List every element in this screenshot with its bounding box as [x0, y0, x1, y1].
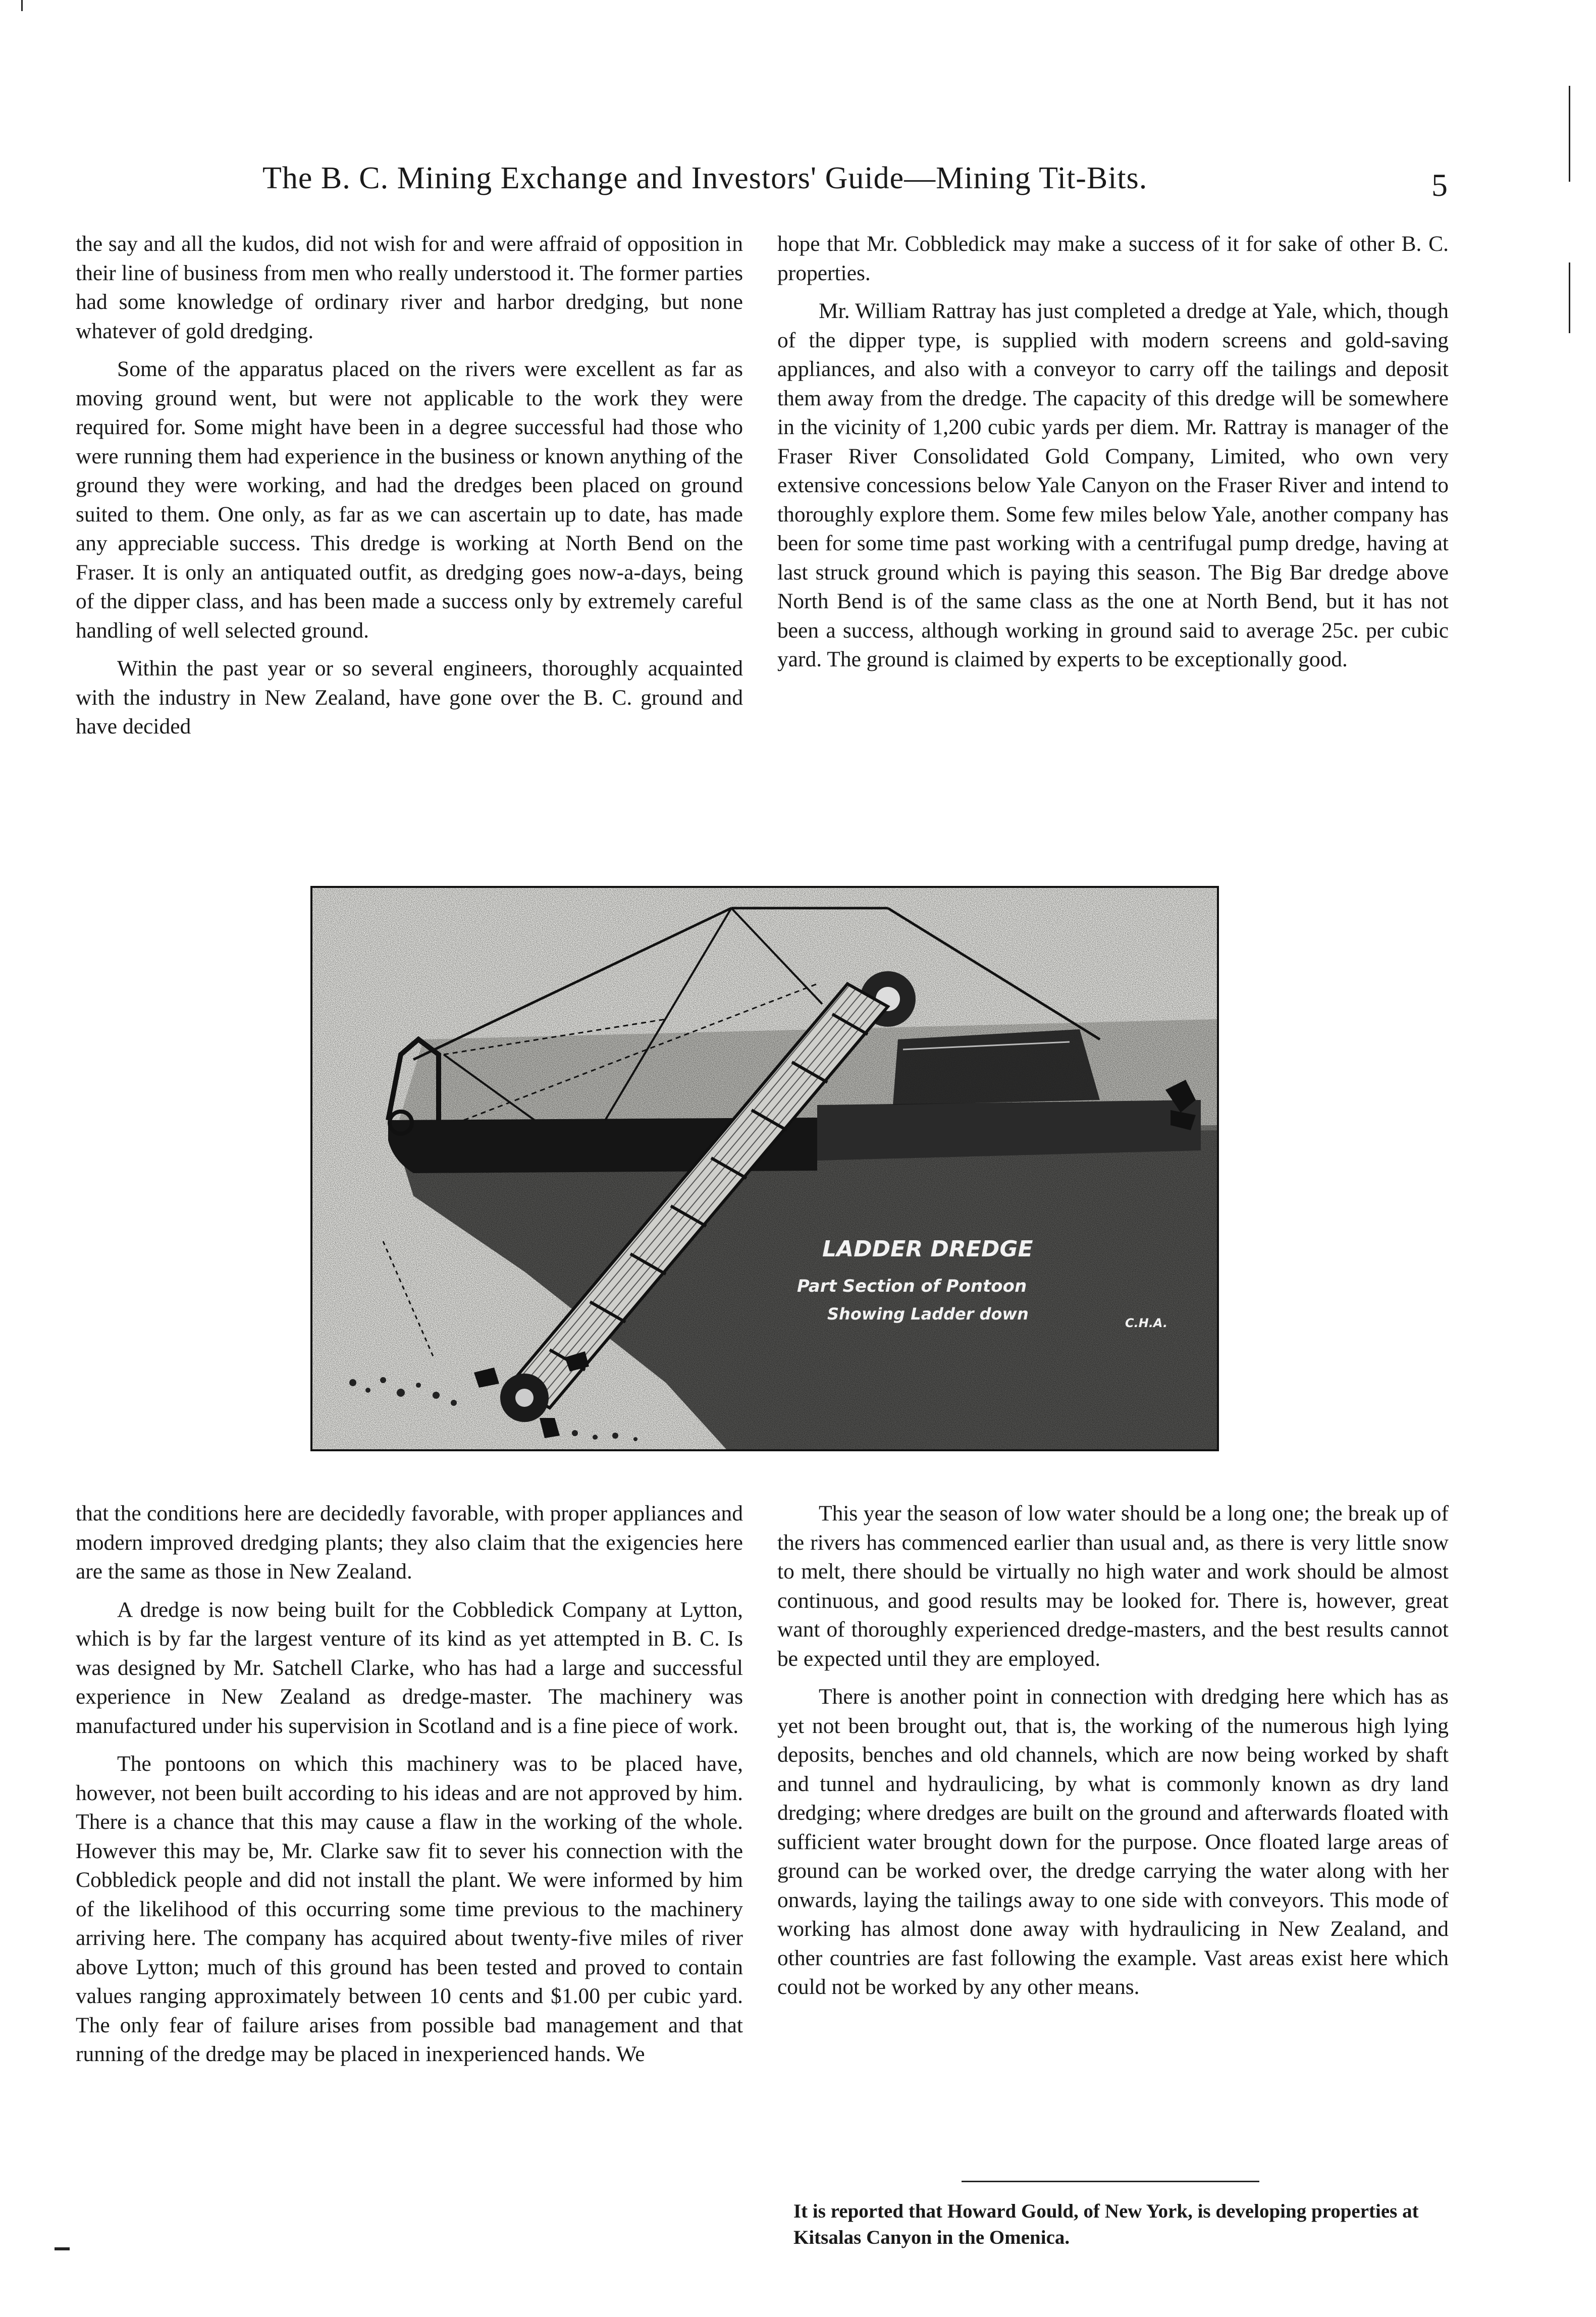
margin-mark — [21, 0, 23, 11]
paragraph: This year the season of low water should be a long one; the break up of the rivers has commenced earlier than usual and, as there is very little snow to melt, there should be virtually no high water and work should be almost continuous, and good results may be looked for. There is, however, great want of thoroughly experienced dredge-masters, and the best results cannot be expected until they are employed. — [777, 1501, 1449, 1671]
footnote-divider — [962, 2181, 1259, 2182]
column-bottom-right — [777, 1499, 1449, 2002]
paragraph: that the conditions here are decidedly favorable, with proper appliances and modern improved dredging plants; they also claim that the exigencies here are the same as those in New Zealand. — [76, 1501, 743, 1584]
figure-artist-initials: C.H.A. — [1125, 1316, 1168, 1330]
paragraph: Within the past year or so several engineers, thoroughly acquainted with the industry in New Zealand, have gone over the B. C. ground and have decided — [76, 656, 743, 739]
page-number: 5 — [1431, 167, 1448, 203]
ladder-dredge-illustration — [310, 886, 1219, 1451]
margin-mark — [1569, 262, 1570, 333]
figure-label-title: LADDER DREDGE — [822, 1236, 1033, 1262]
margin-mark — [55, 2247, 70, 2250]
margin-mark — [1569, 86, 1570, 182]
paragraph: the say and all the kudos, did not wish for and were affraid of opposition in their line of business from men who really understood it. The former parties had some knowledge of ordinary river and harbor dredging, but none whatever of gold dredging. — [76, 232, 743, 343]
column-top-left — [76, 230, 743, 742]
column-top-right — [777, 230, 1449, 674]
paragraph: A dredge is now being built for the Cobbledick Company at Lytton, which is by far the largest venture of its kind as yet attempted in B. C. Is was designed by Mr. Satchell Clarke, who has had a large and successful experience in New Zealand as dredge-master. The machinery was manufactured under his supervision in Scotland and is a fine piece of work. — [76, 1597, 743, 1738]
footnote: It is reported that Howard Gould, of New York, is developing properties at Kitsalas Canyon in the Omenica. — [793, 2200, 1419, 2248]
dredge-drawing — [312, 888, 1217, 1449]
paragraph: Mr. William Rattray has just completed a dredge at Yale, which, though of the dipper type, is supplied with modern screens and gold-saving appliances, and also with a conveyor to carry off the tailings and deposit them away from the dredge. The capacity of this dredge will be somewhere in the vicinity of 1,200 cubic yards per diem. Mr. Rattray is manager of the Fraser River Consolidated Gold Company, Limited, who own very extensive concessions below Yale Canyon on the Fraser River and intend to thoroughly explore them. Some few miles below Yale, another company has been for some time past working with a centrifugal pump dredge, having at last struck ground which is paying this season. The Big Bar dredge above North Bend is of the same class as the one at North Bend, but it has not been a success, although working in ground said to average 25c. per cubic yard. The ground is claimed by experts to be exceptionally good. — [777, 299, 1449, 671]
column-bottom-left — [76, 1499, 743, 2069]
paragraph: hope that Mr. Cobbledick may make a success of it for sake of other B. C. properties. — [777, 232, 1449, 285]
paragraph: The pontoons on which this machinery was to be placed have, however, not been built according to his ideas and are not approved by him. There is a chance that this may cause a flaw in the working of the whole. However this may be, Mr. Clarke saw fit to sever his connection with the Cobbledick people and did not install the plant. We were informed by him of the likelihood of this occurring some time previous to the machinery arriving here. The company has acquired about twenty-five miles of river above Lytton; much of this ground has been tested and proved to contain values ranging approximately between 10 cents and $1.00 per cubic yard. The only fear of failure arises from possible bad management and that running of the dredge may be placed in inexperienced hands. We — [76, 1752, 743, 2066]
figure-label-line: Part Section of Pontoon — [797, 1276, 1027, 1296]
figure-label-line: Showing Ladder down — [827, 1304, 1029, 1324]
paragraph: There is another point in connection with dredging here which has as yet not been brought out, that is, the working of the numerous high lying deposits, benches and old channels, which are now being worked by shaft and tunnel and hydraulicing, by what is commonly known as dry land dredging; where dredges are built on the ground and afterwards floated with sufficient water brought down for the purpose. Once floated large areas of ground can be worked over, the dredge carrying the water along with her onwards, laying the tailings away to one side with conveyors. This mode of working has almost done away with hydraulicing in New Zealand, and other countries are fast following the example. Vast areas exist here which could not be worked by any other means. — [777, 1684, 1449, 1999]
paragraph: Some of the apparatus placed on the rivers were excellent as far as moving ground went, but were not applicable to the work they were required for. Some might have been in a degree successful had those who were running them had experience in the business or known anything of the ground they were working, and had the dredges been placed on ground suited to them. One only, as far as we can ascertain up to date, has made any appreciable success. This dredge is working at North Bend on the Fraser. It is only an antiquated outfit, as dredging goes now-a-days, being of the dipper class, and has been made a success only by extremely careful handling of well selected ground. — [76, 357, 743, 643]
running-title: The B. C. Mining Exchange and Investors' Guide—Mining Tit-Bits. — [262, 161, 1148, 195]
